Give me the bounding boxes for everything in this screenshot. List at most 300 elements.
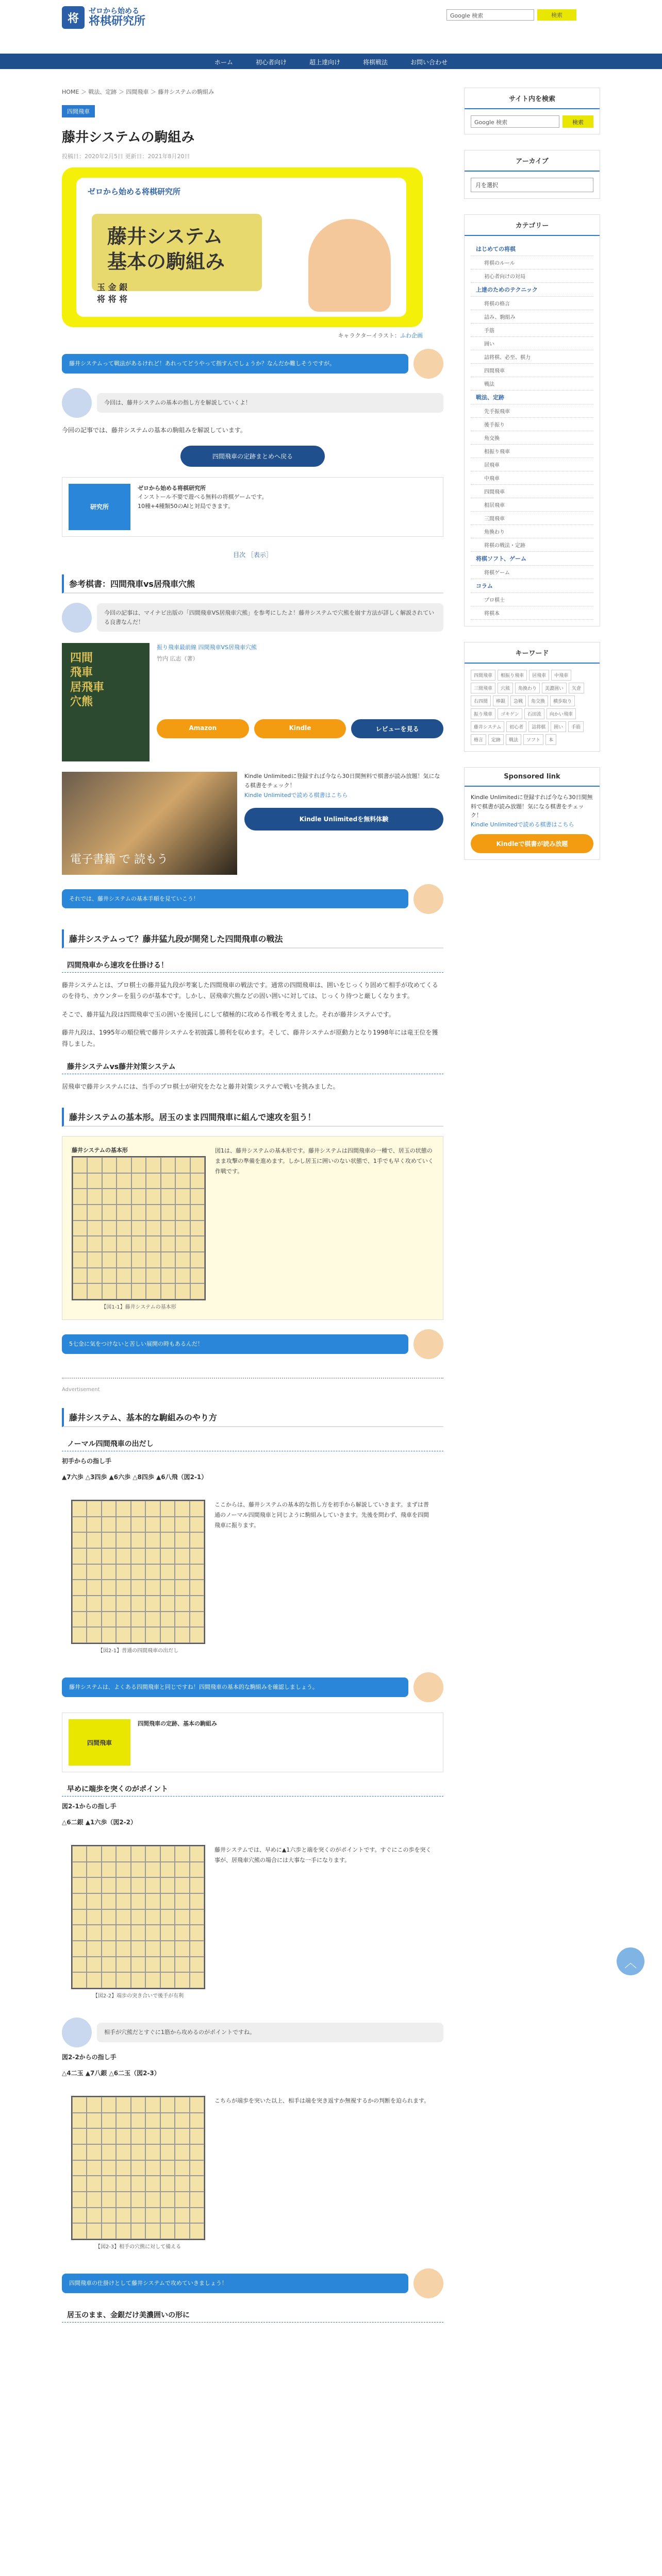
category-item[interactable]: 詰み、駒組み xyxy=(471,310,593,324)
move-label: 初手からの指し手 xyxy=(62,1458,112,1465)
board-square xyxy=(145,1972,160,1988)
kindle-link[interactable]: Kindle Unlimitedで読める棋書はこちら xyxy=(244,791,348,799)
board-square xyxy=(190,1268,205,1284)
board-square xyxy=(175,1877,189,1893)
kindle-promo xyxy=(62,772,443,875)
board-square xyxy=(87,1893,101,1909)
board-square xyxy=(131,1173,146,1189)
board-square xyxy=(145,2192,160,2208)
paragraph: 居飛車で藤井システムには、当手のプロ棋士が研究をたなと藤井対策システムで戦いを挑みました。 xyxy=(62,1082,339,1090)
eyecatch-pieces: 玉 金 銀 将 将 将 xyxy=(97,282,128,304)
widget-title: アーカイブ xyxy=(465,150,600,172)
board-square xyxy=(87,1877,101,1893)
board-square xyxy=(116,1846,130,1862)
category-item[interactable]: 詰将棋、必至、棋力 xyxy=(471,350,593,364)
review-button[interactable]: レビューを見る xyxy=(351,719,443,738)
board-square xyxy=(87,1189,102,1205)
board-square xyxy=(116,1941,130,1957)
board-square xyxy=(190,1517,204,1533)
category-item[interactable]: 四間飛車 xyxy=(471,364,593,377)
board-square xyxy=(190,1221,205,1236)
board-square xyxy=(175,1252,190,1268)
category-item[interactable]: 相居飛車 xyxy=(471,498,593,512)
sponsored-button[interactable]: Kindleで棋書が読み放題 xyxy=(471,834,593,853)
shogi-board xyxy=(71,1845,205,1989)
board-square xyxy=(131,1941,145,1957)
keyword-tag[interactable]: 囲い xyxy=(551,721,566,732)
speech-bubble: 四間飛車の仕掛けとして藤井システムで攻めていきましょう！ xyxy=(62,2274,408,2293)
board-square xyxy=(146,1157,160,1173)
sidebar-search-button[interactable]: 検索 xyxy=(562,115,593,128)
category-item[interactable]: 将棋ゲーム xyxy=(471,566,593,579)
speech-bubble-row xyxy=(62,603,443,633)
sponsored-link[interactable]: Kindle Unlimitedで読める棋書はこちら xyxy=(471,821,574,828)
board-square xyxy=(116,1580,130,1596)
board-square xyxy=(175,1627,189,1643)
board-square xyxy=(190,2223,204,2239)
board-square xyxy=(102,1941,116,1957)
nav-advanced[interactable]: 超上達向け xyxy=(309,59,340,66)
board-square xyxy=(72,1564,87,1580)
board-square xyxy=(102,2160,116,2176)
board-square xyxy=(131,1268,146,1284)
keyword-tag[interactable]: 角換わり xyxy=(515,683,540,693)
board-square xyxy=(73,1252,87,1268)
board-square xyxy=(175,1283,190,1299)
board-square xyxy=(190,2208,204,2224)
board-square xyxy=(72,1627,87,1643)
board-square xyxy=(175,1205,190,1221)
board-square xyxy=(190,1846,204,1862)
board-square xyxy=(72,2160,87,2176)
speech-bubble-row xyxy=(62,2268,443,2298)
app-desc2: 10種+4種類50のAIと対局できます。 xyxy=(138,502,234,510)
board-square xyxy=(87,1268,102,1284)
keyword-tag[interactable]: 相振り飛車 xyxy=(498,670,527,681)
board-square xyxy=(72,2176,87,2192)
board-square xyxy=(102,1877,116,1893)
board-square xyxy=(73,1173,87,1189)
board-square xyxy=(190,2160,204,2176)
amazon-button[interactable]: Amazon xyxy=(157,719,249,738)
board-square xyxy=(160,1564,175,1580)
board-square xyxy=(190,1564,204,1580)
board-square xyxy=(87,2223,101,2239)
board-square xyxy=(160,1862,175,1878)
category-item[interactable]: 戦法、定跡 xyxy=(471,391,593,404)
board-square xyxy=(131,2192,145,2208)
diagram-caption: 【図2-1】普通の四間飛車の出だし xyxy=(97,1648,179,1654)
keyword-tag[interactable]: 石田流 xyxy=(524,708,544,719)
keyword-tag[interactable]: 棒銀 xyxy=(493,696,508,706)
board-square xyxy=(87,1517,101,1533)
board-square xyxy=(145,1909,160,1925)
diagram-wrap xyxy=(72,1146,206,1310)
board-square xyxy=(175,2223,189,2239)
board-square xyxy=(102,2223,116,2239)
logo-mark-icon: 将 xyxy=(62,6,85,29)
keyword-tag[interactable]: ゴキゲン xyxy=(498,708,522,719)
board-square xyxy=(190,1283,205,1299)
board-square xyxy=(102,2144,116,2160)
board-square xyxy=(175,1189,190,1205)
board-square xyxy=(116,1548,130,1564)
keyword-tag[interactable]: 振り飛車 xyxy=(471,708,495,719)
board-square xyxy=(190,1941,204,1957)
widget-title: サイト内を検索 xyxy=(465,88,600,109)
page-title: 藤井システムの駒組み xyxy=(62,130,195,145)
diagram-caption: 【図1-1】藤井システムの基本形 xyxy=(101,1304,176,1311)
move-sequence: △4二玉 ▲7八銀 △6二玉（図2-3） xyxy=(62,2070,160,2077)
board-square xyxy=(102,1189,117,1205)
board-square xyxy=(116,2192,130,2208)
board-square xyxy=(87,1846,101,1862)
board-square xyxy=(116,1972,130,1988)
board-square xyxy=(116,2113,130,2129)
board-square xyxy=(146,1205,160,1221)
category-item[interactable]: 角交換 xyxy=(471,431,593,445)
board-square xyxy=(87,1283,102,1299)
board-square xyxy=(145,2128,160,2144)
board-square xyxy=(72,2113,87,2129)
board-square xyxy=(117,1252,131,1268)
category-item[interactable]: 将棋のルール xyxy=(471,256,593,269)
board-square xyxy=(131,2176,145,2192)
board-square xyxy=(190,1893,204,1909)
board-square xyxy=(116,1532,130,1548)
board-square xyxy=(145,2144,160,2160)
board-square xyxy=(87,2176,101,2192)
board-square xyxy=(87,1157,102,1173)
app-banner[interactable] xyxy=(62,477,443,537)
keyword-tag[interactable]: 急戦 xyxy=(510,696,526,706)
board-square xyxy=(116,1612,130,1628)
board-square xyxy=(190,1862,204,1878)
board-square xyxy=(175,1173,190,1189)
book-info xyxy=(157,643,443,761)
board-square xyxy=(160,1580,175,1596)
credit-link[interactable]: ふわ企画 xyxy=(400,332,423,339)
board-square xyxy=(102,1173,117,1189)
board-square xyxy=(160,2144,175,2160)
board-square xyxy=(87,2144,101,2160)
board-square xyxy=(175,1532,189,1548)
category-item[interactable]: 将棋ソフト、ゲーム xyxy=(471,552,593,566)
board-square xyxy=(145,1846,160,1862)
site-logo[interactable] xyxy=(62,6,145,29)
book-link[interactable]: 振り飛車最前線 四間飛車VS居飛車穴熊 xyxy=(157,643,257,651)
book-product xyxy=(62,643,443,761)
board-square xyxy=(116,1925,130,1941)
board-square xyxy=(72,2097,87,2113)
board-square xyxy=(131,2223,145,2239)
board-square xyxy=(145,1941,160,1957)
board-square xyxy=(116,1909,130,1925)
boy-avatar xyxy=(62,388,92,418)
category-item[interactable]: 手筋 xyxy=(471,324,593,337)
category-item[interactable]: 四間飛車 xyxy=(471,485,593,498)
category-item[interactable]: 将棋本 xyxy=(471,606,593,620)
board-square xyxy=(175,1972,189,1988)
board-square xyxy=(117,1221,131,1236)
board-square xyxy=(102,1548,116,1564)
book-cover[interactable]: 四間 飛車 居飛車 穴熊 xyxy=(62,643,150,761)
keyword-tag[interactable]: 穴熊 xyxy=(498,683,513,693)
related-thumb: 四間飛車 xyxy=(69,1719,130,1766)
board-square xyxy=(116,2097,130,2113)
board-square xyxy=(145,1596,160,1612)
board-square xyxy=(102,1564,116,1580)
speech-bubble-row xyxy=(62,884,443,914)
category-item[interactable]: コラム xyxy=(471,579,593,593)
board-square xyxy=(131,1501,145,1517)
keyword-tag[interactable]: 向かい飛車 xyxy=(547,708,576,719)
paragraph: そこで、藤井猛九段は四間飛車で玉の囲いを後回しにして積極的に攻める作戦を考えました。それが藤井システムです。 xyxy=(62,1010,395,1018)
girl-avatar xyxy=(413,1672,443,1702)
board-square xyxy=(145,1501,160,1517)
board-square xyxy=(102,1612,116,1628)
board-square xyxy=(175,2097,189,2113)
category-item[interactable]: 先手振飛車 xyxy=(471,404,593,418)
scroll-to-top-icon[interactable]: ︿ xyxy=(617,1947,644,1975)
board-square xyxy=(102,1580,116,1596)
board-square xyxy=(190,2144,204,2160)
board-square xyxy=(87,1941,101,1957)
speech-bubble-row xyxy=(62,2018,443,2047)
board-square xyxy=(160,2097,175,2113)
kindle-trial-button[interactable]: Kindle Unlimitedを無料体験 xyxy=(244,808,443,831)
table-of-contents-toggle[interactable]: 目次 ［表示］ xyxy=(233,551,272,558)
category-list xyxy=(465,236,600,626)
board-square xyxy=(72,1893,87,1909)
archive-widget xyxy=(464,150,600,199)
related-article-banner[interactable] xyxy=(62,1713,443,1772)
category-item[interactable]: 後手振り xyxy=(471,418,593,431)
sidebar-search-widget xyxy=(464,88,600,134)
nav-beginner[interactable]: 初心者向け xyxy=(255,59,287,66)
board-square xyxy=(87,2128,101,2144)
board-square xyxy=(175,2113,189,2129)
back-to-summary-button[interactable]: 四間飛車の定跡まとめへ戻る xyxy=(180,446,325,467)
board-square xyxy=(102,2192,116,2208)
board-square xyxy=(145,1877,160,1893)
kindle-text: Kindle Unlimitedに登録すれば今なら30日間無料で棋書が読み放題！気になる棋書をチェック！ xyxy=(244,772,440,789)
keyword-tag[interactable]: 角交換 xyxy=(528,696,548,706)
board-square xyxy=(73,1236,87,1252)
nav-home[interactable]: ホーム xyxy=(214,59,233,66)
book-buttons xyxy=(157,719,443,738)
girl-avatar xyxy=(413,1329,443,1359)
board-square xyxy=(73,1268,87,1284)
board-square xyxy=(145,1893,160,1909)
speech-bubble: それでは、藤井システムの基本手順を見ていこう！ xyxy=(62,889,408,909)
kindle-button[interactable]: Kindle xyxy=(254,719,346,738)
board-square xyxy=(72,2208,87,2224)
sidebar-search-input[interactable]: Google 検索 xyxy=(471,115,559,128)
board-square xyxy=(102,2208,116,2224)
board-square xyxy=(102,1627,116,1643)
keyword-tag[interactable]: 矢倉 xyxy=(569,683,584,693)
diagram-caption: 【図2-2】端歩の突き合いで後手が有利 xyxy=(92,1993,184,1999)
board-square xyxy=(72,1548,87,1564)
board-square xyxy=(87,2208,101,2224)
category-item[interactable]: 中飛車 xyxy=(471,471,593,485)
board-square xyxy=(72,2144,87,2160)
header-search-input[interactable]: Google 検索 xyxy=(446,9,534,21)
board-square xyxy=(116,1957,130,1973)
board-square xyxy=(131,1157,146,1173)
keyword-tag[interactable]: 右四間 xyxy=(471,696,491,706)
keyword-tag[interactable]: 初心者 xyxy=(506,721,526,732)
board-square xyxy=(175,1548,189,1564)
keyword-tag[interactable]: 横歩取り xyxy=(550,696,575,706)
board-square xyxy=(102,1846,116,1862)
category-item[interactable]: 角換わり xyxy=(471,525,593,538)
board-square xyxy=(145,1548,160,1564)
diagram-text: こちらが端歩を突いた以上、相手は端を突き返すか無視するかの判断を迫られます。 xyxy=(214,2097,430,2105)
board-square xyxy=(190,1157,205,1173)
board-square xyxy=(116,2208,130,2224)
board-square xyxy=(87,1252,102,1268)
keyword-tag[interactable]: 手筋 xyxy=(568,721,584,732)
category-tag[interactable]: 四間飛車 xyxy=(62,105,95,117)
board-square xyxy=(131,1564,145,1580)
logo-line1: ゼロから始める xyxy=(89,7,139,16)
board-square xyxy=(161,1205,175,1221)
board-square xyxy=(131,2144,145,2160)
board-square xyxy=(72,1532,87,1548)
diagram-box xyxy=(62,2087,443,2259)
board-square xyxy=(175,1268,190,1284)
category-widget xyxy=(464,214,600,626)
board-square xyxy=(73,1283,87,1299)
board-square xyxy=(175,1862,189,1878)
keyword-tag[interactable]: 四間飛車 xyxy=(471,670,495,681)
board-square xyxy=(131,2128,145,2144)
category-item[interactable]: はじめての将棋 xyxy=(471,242,593,256)
shogi-board xyxy=(71,1500,205,1644)
character-illustration xyxy=(308,219,391,312)
category-item[interactable]: プロ棋士 xyxy=(471,593,593,606)
category-item[interactable]: 将棋の格言 xyxy=(471,297,593,310)
diagram-text: 藤井システムでは、早めに▲1六歩と端を突くのがポイントです。すぐにこの歩を突く事が、居飛車穴熊の場合には大事な一手になります。 xyxy=(214,1846,432,1863)
board-square xyxy=(116,1893,130,1909)
archive-select[interactable]: 月を選択 xyxy=(471,178,593,192)
diagram-wrap xyxy=(71,2096,205,2250)
keyword-tag[interactable]: 定跡 xyxy=(488,734,504,745)
board-square xyxy=(102,2128,116,2144)
ad-label: Advertisement xyxy=(62,1387,100,1393)
app-desc: インストール不要で遊べる無料の将棋ゲームです。 xyxy=(138,494,268,501)
board-square xyxy=(131,1862,145,1878)
board-square xyxy=(116,2128,130,2144)
board-square xyxy=(102,1501,116,1517)
sub-heading: 早めに端歩を突くのがポイント xyxy=(62,1782,443,1797)
board-square xyxy=(190,1532,204,1548)
keyword-tag[interactable]: 美濃囲い xyxy=(542,683,567,693)
keyword-tag[interactable]: 藤井システム xyxy=(471,721,504,732)
speech-bubble: 今回の記事は、マイナビ出版の「四間飛車VS居飛車穴熊」を参考にしたよ！藤井システムで穴熊を崩す方法が詳しく解説されている良書なんだ！ xyxy=(97,603,443,632)
nav-tactics[interactable]: 将棋戦法 xyxy=(363,59,388,66)
board-square xyxy=(160,1501,175,1517)
illustration-credit xyxy=(62,331,423,340)
board-square xyxy=(190,1925,204,1941)
board-square xyxy=(146,1236,160,1252)
board-square xyxy=(87,1236,102,1252)
logo-line2: 将棋研究所 xyxy=(89,14,146,28)
category-item[interactable]: 三間飛車 xyxy=(471,512,593,525)
girl-avatar xyxy=(413,349,443,379)
board-square xyxy=(87,1925,101,1941)
board-square xyxy=(87,1205,102,1221)
category-item[interactable]: 将棋の戦法・定跡 xyxy=(471,538,593,552)
keyword-tag[interactable]: 三間飛車 xyxy=(471,683,495,693)
board-square xyxy=(190,1173,205,1189)
header-search xyxy=(446,9,576,21)
category-item[interactable]: 相振り飛車 xyxy=(471,445,593,458)
board-square xyxy=(116,1877,130,1893)
widget-title: キーワード xyxy=(465,642,600,664)
board-square xyxy=(131,1548,145,1564)
section-heading: 藤井システムって？藤井猛九段が開発した四間飛車の戦法 xyxy=(62,929,443,948)
board-square xyxy=(160,2113,175,2129)
board-square xyxy=(160,1517,175,1533)
paragraph: 藤井システムとは、プロ棋士の藤井猛九段が考案した四間飛車の戦法です。通常の四間飛車は、囲いをじっくり固めて相手が攻めてくるのを待ち、カウンターを狙うのが基本です。しかし、居飛車穴熊などの固い囲いに対しては、じっくり待つと厳しくなります。 xyxy=(62,981,438,1000)
board-square xyxy=(116,1596,130,1612)
board-square xyxy=(145,2097,160,2113)
board-square xyxy=(175,2208,189,2224)
keyword-tag[interactable]: 中飛車 xyxy=(551,670,571,681)
board-square xyxy=(116,2223,130,2239)
board-square xyxy=(160,1532,175,1548)
kindle-text-block xyxy=(244,772,443,875)
board-square xyxy=(131,1972,145,1988)
board-square xyxy=(160,1627,175,1643)
category-item[interactable]: 囲い xyxy=(471,337,593,350)
app-banner-text xyxy=(138,484,268,530)
keyword-tag[interactable]: 本 xyxy=(545,734,556,745)
credit-prefix: キャラクターイラスト： xyxy=(338,332,400,339)
category-item[interactable]: 戦法 xyxy=(471,377,593,391)
board-square xyxy=(117,1157,131,1173)
category-item[interactable]: 上達のためのテクニック xyxy=(471,283,593,297)
move-label: 図2-2からの指し手 xyxy=(62,2054,117,2061)
speech-bubble: 相手が穴熊だとすぐに1筋から攻めるのがポイントですね。 xyxy=(97,2023,443,2042)
breadcrumb[interactable]: HOME ＞ 戦法、定跡 ＞ 四間飛車 ＞ 藤井システムの駒組み xyxy=(62,89,214,95)
keyword-tag[interactable]: 居飛車 xyxy=(529,670,549,681)
board-square xyxy=(145,1564,160,1580)
board-square xyxy=(160,1846,175,1862)
keyword-tag[interactable]: 戦法 xyxy=(506,734,521,745)
board-square xyxy=(87,1612,101,1628)
keyword-tag[interactable]: ソフト xyxy=(523,734,543,745)
board-square xyxy=(190,1596,204,1612)
board-square xyxy=(72,1517,87,1533)
category-item[interactable]: 初心者向けの対局 xyxy=(471,269,593,283)
board-square xyxy=(102,1596,116,1612)
keyword-tag[interactable]: 格言 xyxy=(471,734,486,745)
keyword-widget xyxy=(464,642,600,752)
board-square xyxy=(175,2144,189,2160)
board-square xyxy=(102,1283,117,1299)
board-square xyxy=(131,1846,145,1862)
nav-contact[interactable]: お問い合わせ xyxy=(410,59,448,66)
category-item[interactable]: 居飛車 xyxy=(471,458,593,471)
board-square xyxy=(72,2192,87,2208)
header-search-button[interactable]: 検索 xyxy=(537,9,576,21)
keyword-tag[interactable]: 詰将棋 xyxy=(528,721,549,732)
related-title: 四間飛車の定跡、基本の駒組み xyxy=(138,1720,217,1727)
